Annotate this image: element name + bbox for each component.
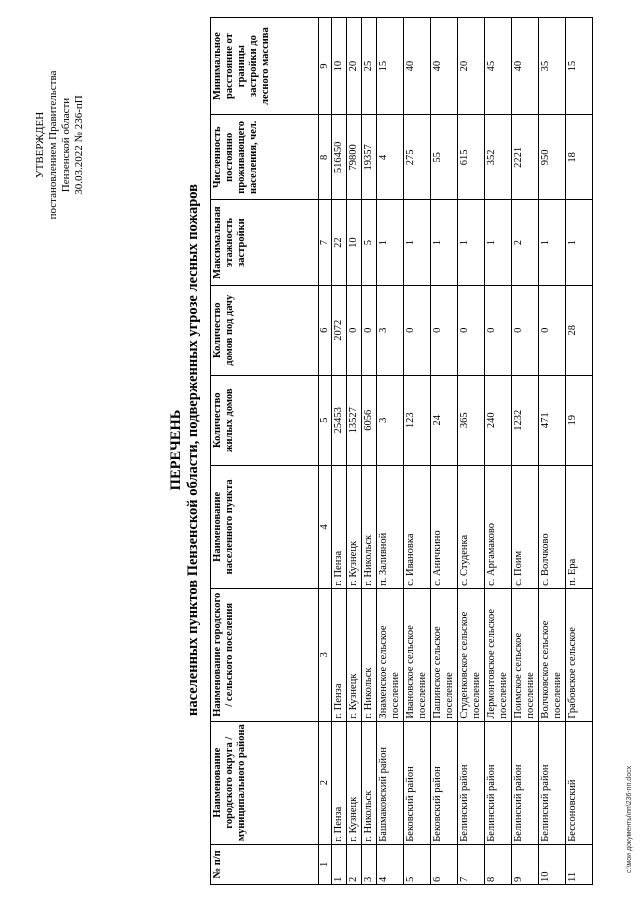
table-cell: 2	[347, 844, 362, 884]
table-cell: 0	[362, 285, 377, 375]
table-cell: с. Волчково	[539, 465, 566, 588]
table-cell: г. Никольск	[362, 588, 377, 721]
table-cell: Грабовское сельское	[566, 588, 593, 721]
table-row	[404, 18, 431, 885]
column-number-cell: 5	[319, 375, 332, 465]
table-cell: 15	[566, 18, 593, 115]
column-header: № п/п	[211, 844, 319, 884]
table-row	[566, 18, 593, 885]
table-cell: 15	[377, 18, 404, 115]
table-cell: 40	[431, 18, 458, 115]
table-cell: п. Ера	[566, 465, 593, 588]
table-cell: 0	[347, 285, 362, 375]
approval-line-3: Пензенской области	[60, 97, 72, 193]
table-cell: Бековский район	[431, 721, 458, 844]
table-cell: Поимское сельское поселение	[512, 588, 539, 721]
table-row	[512, 18, 539, 885]
header-row	[211, 18, 319, 885]
table-cell: 1	[431, 200, 458, 285]
column-number-row	[319, 18, 332, 885]
table-cell: 28	[566, 285, 593, 375]
column-header: Наименование городского округа / муниципального района	[211, 721, 319, 844]
column-header: Количество домов под дачу	[211, 285, 319, 375]
column-header: Наименование городского / сельского поселения	[211, 588, 319, 721]
table-cell: 1	[377, 200, 404, 285]
table-cell: 25	[362, 18, 377, 115]
table-cell: Студенковское сельское поселение	[458, 588, 485, 721]
table-cell: 0	[404, 285, 431, 375]
table-row	[485, 18, 512, 885]
table-cell: Знаменское сельское поселение	[377, 588, 404, 721]
table-cell: Ивановское сельское поселение	[404, 588, 431, 721]
table-cell: 20	[347, 18, 362, 115]
column-number-cell: 4	[319, 465, 332, 588]
approval-stamp	[34, 45, 86, 245]
table-cell: 1	[332, 844, 347, 884]
table-cell: г. Никольск	[362, 721, 377, 844]
table-cell: 0	[539, 285, 566, 375]
table-cell: 19	[566, 375, 593, 465]
table-cell: 6056	[362, 375, 377, 465]
table-cell: Бековский район	[404, 721, 431, 844]
column-header: Максимальная этажность застройки	[211, 200, 319, 285]
table-cell: 123	[404, 375, 431, 465]
table-cell: г. Кузнецк	[347, 588, 362, 721]
table-cell: 0	[485, 285, 512, 375]
table-cell: 10	[332, 18, 347, 115]
table-cell: 25453	[332, 375, 347, 465]
table-cell: 275	[404, 115, 431, 200]
table-cell: 1232	[512, 375, 539, 465]
table-cell: 13527	[347, 375, 362, 465]
table-cell: 0	[431, 285, 458, 375]
table-cell: Башмаковский район	[377, 721, 404, 844]
table-cell: 4	[377, 844, 404, 884]
table-cell: 516450	[332, 115, 347, 200]
table-cell: 45	[485, 18, 512, 115]
column-number-cell: 6	[319, 285, 332, 375]
table-cell: 22	[332, 200, 347, 285]
table-cell: с. Поим	[512, 465, 539, 588]
table-cell: 2	[512, 200, 539, 285]
column-number-cell: 7	[319, 200, 332, 285]
title-subheading: населенных пунктов Пензенской области, подверженных угрозе лесных пожаров	[185, 184, 201, 716]
column-number-cell: 3	[319, 588, 332, 721]
table-cell: с. Студенка	[458, 465, 485, 588]
table-cell: с. Ивановка	[404, 465, 431, 588]
table-cell: 352	[485, 115, 512, 200]
approval-line-1: УТВЕРЖДЕН	[34, 111, 46, 179]
table-row	[458, 18, 485, 885]
table-cell: с. Аничкино	[431, 465, 458, 588]
table-cell: 240	[485, 375, 512, 465]
title-heading: ПЕРЕЧЕНЬ	[168, 409, 184, 491]
settlements-table	[210, 17, 593, 885]
table-cell: 0	[512, 285, 539, 375]
table-cell: г. Кузнецк	[347, 721, 362, 844]
column-number-cell: 9	[319, 18, 332, 115]
approval-line-4: 30.03.2022 № 236-пП	[73, 95, 85, 195]
table-row	[332, 18, 347, 885]
approval-line-2: постановлением Правительства	[47, 70, 59, 220]
table-cell: г. Пенза	[332, 588, 347, 721]
table-cell: 55	[431, 115, 458, 200]
table-cell: г. Кузнецк	[347, 465, 362, 588]
table-cell: 1	[404, 200, 431, 285]
table-cell: 79800	[347, 115, 362, 200]
column-header: Минимальное расстояние от границы застройки до лесного массива	[211, 18, 319, 115]
table-cell: с. Аргамаково	[485, 465, 512, 588]
table-cell: Белинский район	[512, 721, 539, 844]
table-cell: Белинский район	[485, 721, 512, 844]
table-cell: 8	[485, 844, 512, 884]
table-cell: 18	[566, 115, 593, 200]
table-cell: 471	[539, 375, 566, 465]
table-row	[539, 18, 566, 885]
table-cell: г. Никольск	[362, 465, 377, 588]
table-cell: 4	[377, 115, 404, 200]
column-header: Наименование населенного пункта	[211, 465, 319, 588]
table-cell: 615	[458, 115, 485, 200]
table-cell: 1	[458, 200, 485, 285]
table-cell: 40	[512, 18, 539, 115]
table-row	[347, 18, 362, 885]
table-cell: 40	[404, 18, 431, 115]
document-title	[168, 35, 202, 865]
table-cell: 35	[539, 18, 566, 115]
table-cell: 3	[377, 285, 404, 375]
table-cell: 10	[539, 844, 566, 884]
table-cell: 24	[431, 375, 458, 465]
table-cell: 7	[458, 844, 485, 884]
file-path: c:\мои документы\пп\236-пп.docx	[626, 765, 633, 873]
table-cell: 9	[512, 844, 539, 884]
table-cell: 3	[377, 375, 404, 465]
table-cell: 20	[458, 18, 485, 115]
table-cell: 19357	[362, 115, 377, 200]
column-number-cell: 1	[319, 844, 332, 884]
table-cell: 6	[431, 844, 458, 884]
table-cell: 1	[566, 200, 593, 285]
table-cell: 3	[362, 844, 377, 884]
table-cell: 1	[539, 200, 566, 285]
table-cell: п. Заливной	[377, 465, 404, 588]
table-cell: Волчковское сельское поселение	[539, 588, 566, 721]
column-header: Численность постоянно проживающего населения, чел.	[211, 115, 319, 200]
table-cell: г. Пенза	[332, 465, 347, 588]
table-cell: 5	[362, 200, 377, 285]
table-cell: Бессоновский	[566, 721, 593, 844]
table-cell: Белинский район	[458, 721, 485, 844]
table-cell: 11	[566, 844, 593, 884]
column-header: Количество жилых домов	[211, 375, 319, 465]
table-cell: 2072	[332, 285, 347, 375]
column-number-cell: 8	[319, 115, 332, 200]
table-row	[431, 18, 458, 885]
table-cell: Лермонтовское сельское поселение	[485, 588, 512, 721]
table-cell: 1	[485, 200, 512, 285]
column-number-cell: 2	[319, 721, 332, 844]
table-cell: г. Пенза	[332, 721, 347, 844]
table-cell: 5	[404, 844, 431, 884]
table-cell: 10	[347, 200, 362, 285]
table-cell: 950	[539, 115, 566, 200]
table-row	[362, 18, 377, 885]
table-cell: 2221	[512, 115, 539, 200]
table-row	[377, 18, 404, 885]
table-cell: Пашинское сельское поселение	[431, 588, 458, 721]
table-cell: Белинский район	[539, 721, 566, 844]
table-cell: 365	[458, 375, 485, 465]
table-cell: 0	[458, 285, 485, 375]
